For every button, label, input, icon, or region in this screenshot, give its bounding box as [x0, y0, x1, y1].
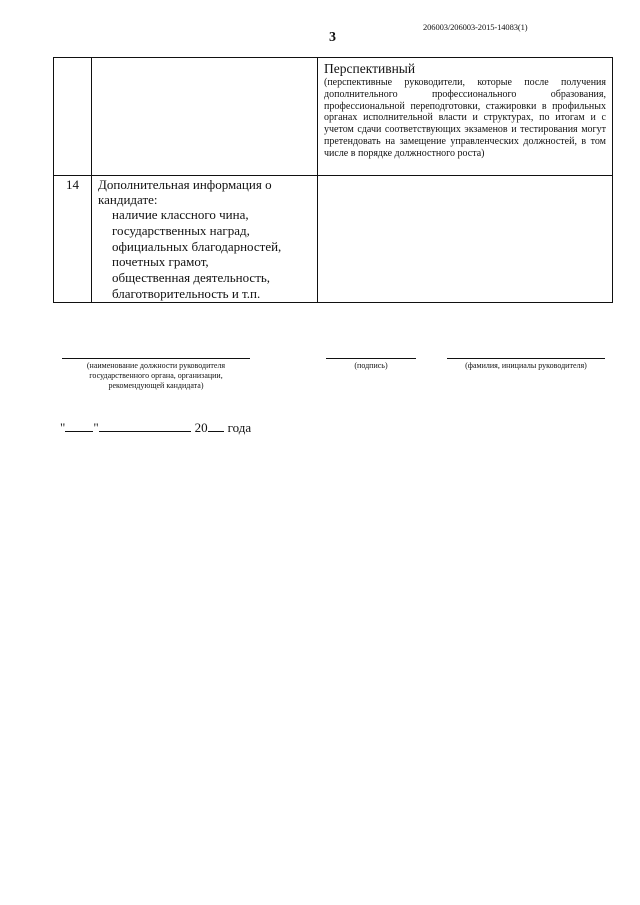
list-item: государственных наград, — [112, 222, 250, 238]
list-item: почетных грамот, — [112, 254, 209, 270]
list-item: официальных благодарностей, — [112, 238, 282, 254]
position-signature-line[interactable] — [62, 358, 250, 359]
category-description: (перспективные руководители, которые после получения дополнительного профессионального образования, профессиональной переподготовки, стажировки в профильных органах исполнительной власти и структурах, по итогам и с учетом сдачи соответствующих экзаменов и тестирования могут претендовать на замещение управленческих должностей, в том числе в порядке должностного роста) — [324, 77, 606, 159]
additional-info-label-cell — [92, 176, 318, 303]
document-id: 206003/206003-2015-14083(1) — [423, 22, 528, 32]
month-blank[interactable] — [99, 419, 191, 432]
signature-line[interactable] — [326, 358, 416, 359]
additional-info-list — [92, 207, 317, 302]
category-cell — [318, 58, 613, 176]
list-item: общественная деятельность, — [112, 270, 271, 286]
year-blank[interactable] — [208, 419, 224, 432]
date-quote-open: " — [60, 420, 66, 435]
name-signature-line[interactable] — [447, 358, 605, 359]
position-caption: (наименование должности руководителя государственного органа, организации, рекомендующей кандидата) — [86, 361, 226, 390]
date-line — [60, 419, 251, 436]
year-prefix: 20 — [194, 420, 208, 435]
candidate-form-table — [53, 57, 613, 303]
table-row-category — [54, 58, 613, 176]
row-number: 14 — [54, 176, 92, 303]
additional-info-title: Дополнительная информация о кандидате: — [98, 177, 272, 207]
name-caption: (фамилия, инициалы руководителя) — [465, 361, 587, 370]
row-number-cell — [54, 58, 92, 176]
row-label-cell — [92, 58, 318, 176]
date-suffix: года — [227, 420, 252, 435]
category-title: Перспективный — [324, 61, 416, 76]
day-blank[interactable] — [65, 419, 93, 432]
page-number: 3 — [329, 30, 336, 45]
date-quote-close: " — [93, 420, 99, 435]
additional-info-value-cell[interactable] — [318, 176, 613, 303]
list-item: наличие классного чина, — [112, 207, 249, 222]
list-item: благотворительность и т.п. — [112, 285, 261, 301]
table-row-additional-info — [54, 176, 613, 303]
signature-caption: (подпись) — [354, 361, 388, 370]
